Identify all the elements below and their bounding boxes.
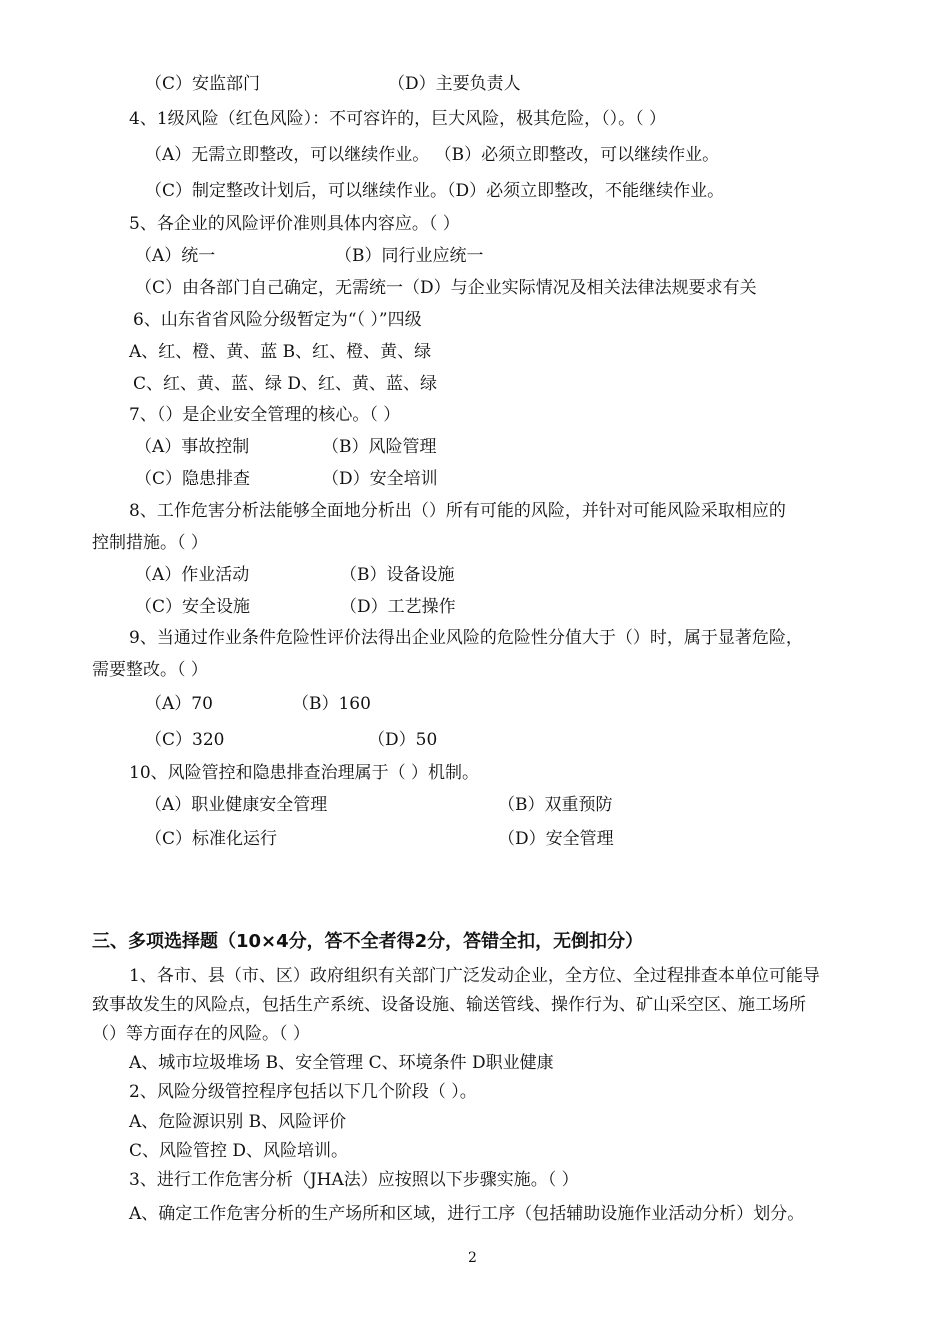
q4-options-ab: （A）无需立即整改，可以继续作业。 （B）必须立即整改，可以继续作业。 [145,145,720,165]
mc-q1-options: A、城市垃圾堆场 B、安全管理 C、环境条件 D职业健康 [129,1053,554,1073]
question-9-line-2: 需要整改。（ ） [92,660,208,680]
mc-q3-option-a: A、确定工作危害分析的生产场所和区域，进行工序（包括辅助设施作业活动分析）划分。 [129,1204,805,1224]
q5-option-b: （B）同行业应统一 [335,246,484,266]
mc-question-2: 2、风险分级管控程序包括以下几个阶段（ ）。 [129,1082,477,1102]
q8-option-b: （B）设备设施 [340,565,455,585]
q7-option-c: （C）隐患排查 [135,469,251,489]
q10-option-b: （B）双重预防 [498,795,613,815]
q8-option-d: （D）工艺操作 [340,597,456,617]
mc-question-1-line-3: （）等方面存在的风险。（ ） [92,1024,310,1044]
q10-option-a: （A）职业健康安全管理 [145,795,328,815]
question-7: 7、（）是企业安全管理的核心。（ ） [129,405,401,425]
q7-option-b: （B）风险管理 [322,437,437,457]
q5-options-cd: （C）由各部门自己确定，无需统一（D）与企业实际情况及相关法律法规要求有关 [135,278,757,298]
mc-q2-options-ab: A、危险源识别 B、风险评价 [129,1112,347,1132]
mc-q2-options-cd: C、风险管控 D、风险培训。 [129,1141,349,1161]
question-5: 5、各企业的风险评价准则具体内容应。（ ） [129,214,460,234]
question-8-line-2: 控制措施。（ ） [92,533,208,553]
q8-option-a: （A）作业活动 [135,565,250,585]
q5-option-a: （A）统一 [135,246,216,266]
q9-option-b: （B）160 [292,694,371,714]
mc-question-1-line-1: 1、各市、县（市、区）政府组织有关部门广泛发动企业，全方位、全过程排查本单位可能导 [129,966,820,986]
section-heading-multiple-choice: 三、多项选择题（10×4分，答不全者得2分，答错全扣，无倒扣分） [92,931,644,952]
q6-options-ab: A、红、橙、黄、蓝 B、红、橙、黄、绿 [129,342,432,362]
q6-options-cd: C、红、黄、蓝、绿 D、红、黄、蓝、绿 [133,374,438,394]
q10-option-d: （D）安全管理 [498,829,614,849]
q3-option-d: （D）主要负责人 [388,74,521,94]
q9-option-c: （C）320 [145,730,225,750]
q9-option-a: （A）70 [145,694,213,714]
q7-option-d: （D）安全培训 [322,469,438,489]
q7-option-a: （A）事故控制 [135,437,250,457]
q9-option-d: （D）50 [368,730,438,750]
question-4: 4、1级风险（红色风险）：不可容许的，巨大风险，极其危险，（）。（ ） [129,109,667,129]
q8-option-c: （C）安全设施 [135,597,251,617]
q3-option-c: （C）安监部门 [145,74,261,94]
q4-options-cd: （C）制定整改计划后，可以继续作业。（D）必须立即整改，不能继续作业。 [145,181,725,201]
mc-question-3: 3、进行工作危害分析（JHA法）应按照以下步骤实施。（ ） [129,1170,579,1190]
question-10: 10、风险管控和隐患排查治理属于（ ）机制。 [129,763,480,783]
question-9-line-1: 9、当通过作业条件危险性评价法得出企业风险的危险性分值大于（）时，属于显著危险， [129,628,803,648]
question-8-line-1: 8、工作危害分析法能够全面地分析出（）所有可能的风险，并针对可能风险采取相应的 [129,501,786,521]
question-6: 6、山东省省风险分级暂定为“（ ）”四级 [133,310,422,330]
q10-option-c: （C）标准化运行 [145,829,278,849]
page-number: 2 [468,1250,477,1266]
mc-question-1-line-2: 致事故发生的风险点，包括生产系统、设备设施、输送管线、操作行为、矿山采空区、施工场所 [92,995,806,1015]
